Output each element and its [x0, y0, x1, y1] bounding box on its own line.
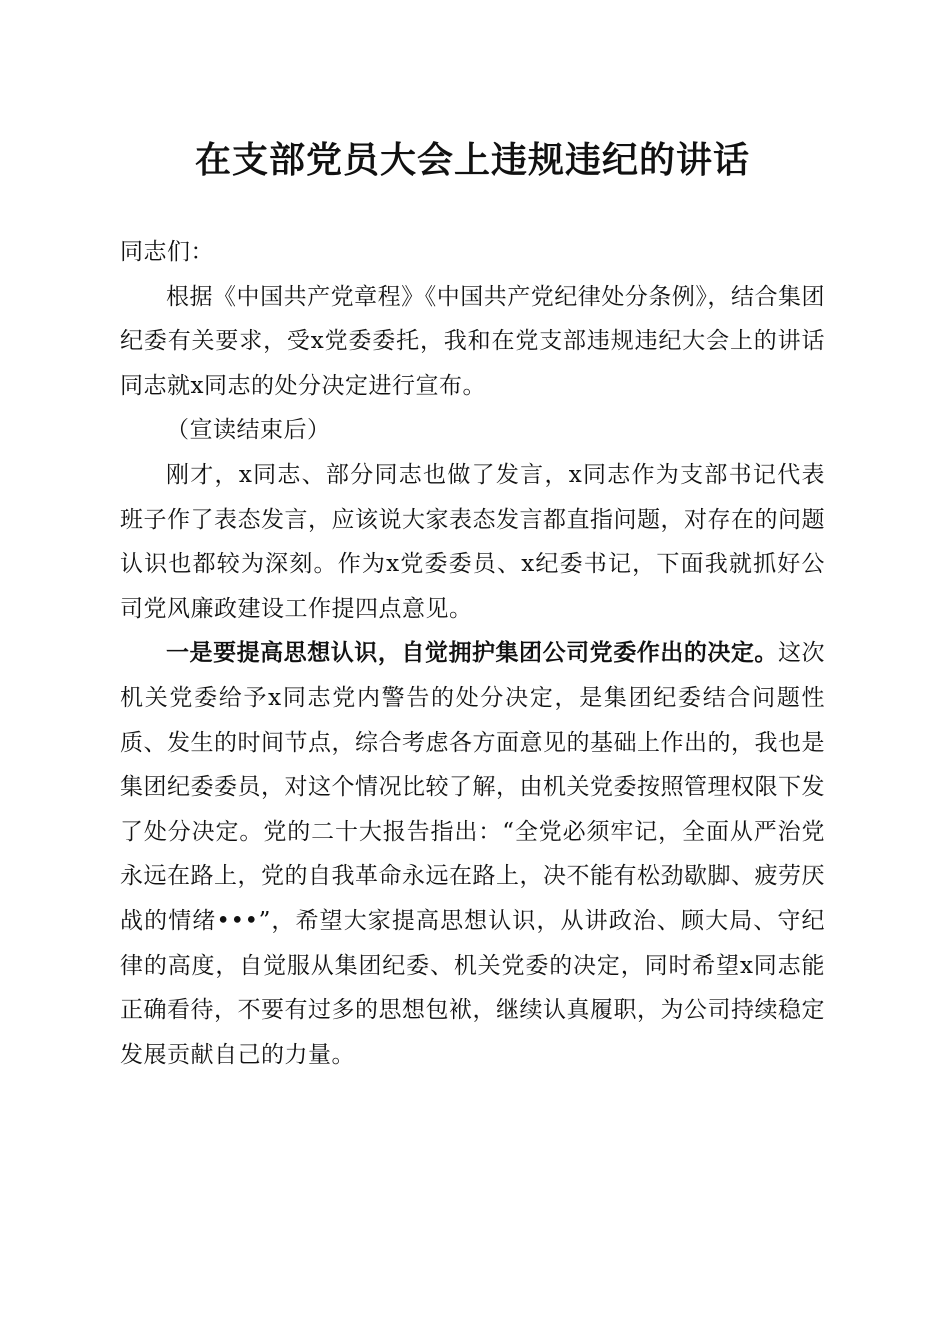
paragraph-announcement: 根据《中国共产党章程》《中国共产党纪律处分条例》，结合集团纪委有关要求，受x党委委托，我和在党支部违规违纪大会上的讲话同志就x同志的处分决定进行宣布。 — [120, 283, 825, 399]
point-one-heading: 一是要提高思想认识，自觉拥护集团公司党委作出的决定。 — [166, 639, 778, 667]
paragraph-reading-note: （宣读结束后） — [166, 417, 331, 444]
paragraph-remarks: 刚才，x同志、部分同志也做了发言，x同志作为支部书记代表班子作了表态发言，应该说大家表态发言都直指问题，对存在的问题认识也都较为深刻。作为x党委委员、x纪委书记，下面我就抓好公司党风廉政建设工作提四点意见。 — [120, 461, 825, 622]
point-one-body: 这次机关党委给予x同志党内警告的处分决定，是集团纪委结合问题性质、发生的时间节点，综合考虑各方面意见的基础上作出的，我也是集团纪委委员，对这个情况比较了解，由机关党委按照管理权限下发了处分决定。党的二十大报告指出：“全党必须牢记，全面从严治党永远在路上，党的自我革命永远在路上，决不能有松劲歇脚、疲劳厌战的情绪•••”，希望大家提高思想认识，从讲政治、顾大局、守纪律的高度，自觉服从集团纪委、机关党委的决定，同时希望x同志能正确看待，不要有过多的思想包袱，继续认真履职，为公司持续稳定发展贡献自己的力量。 — [120, 640, 826, 1068]
salutation: 同志们： — [120, 239, 214, 265]
document-body — [120, 230, 825, 1077]
paragraph-point-one — [120, 631, 825, 1077]
document-title: 在支部党员大会上违规违纪的讲话 — [194, 139, 750, 181]
